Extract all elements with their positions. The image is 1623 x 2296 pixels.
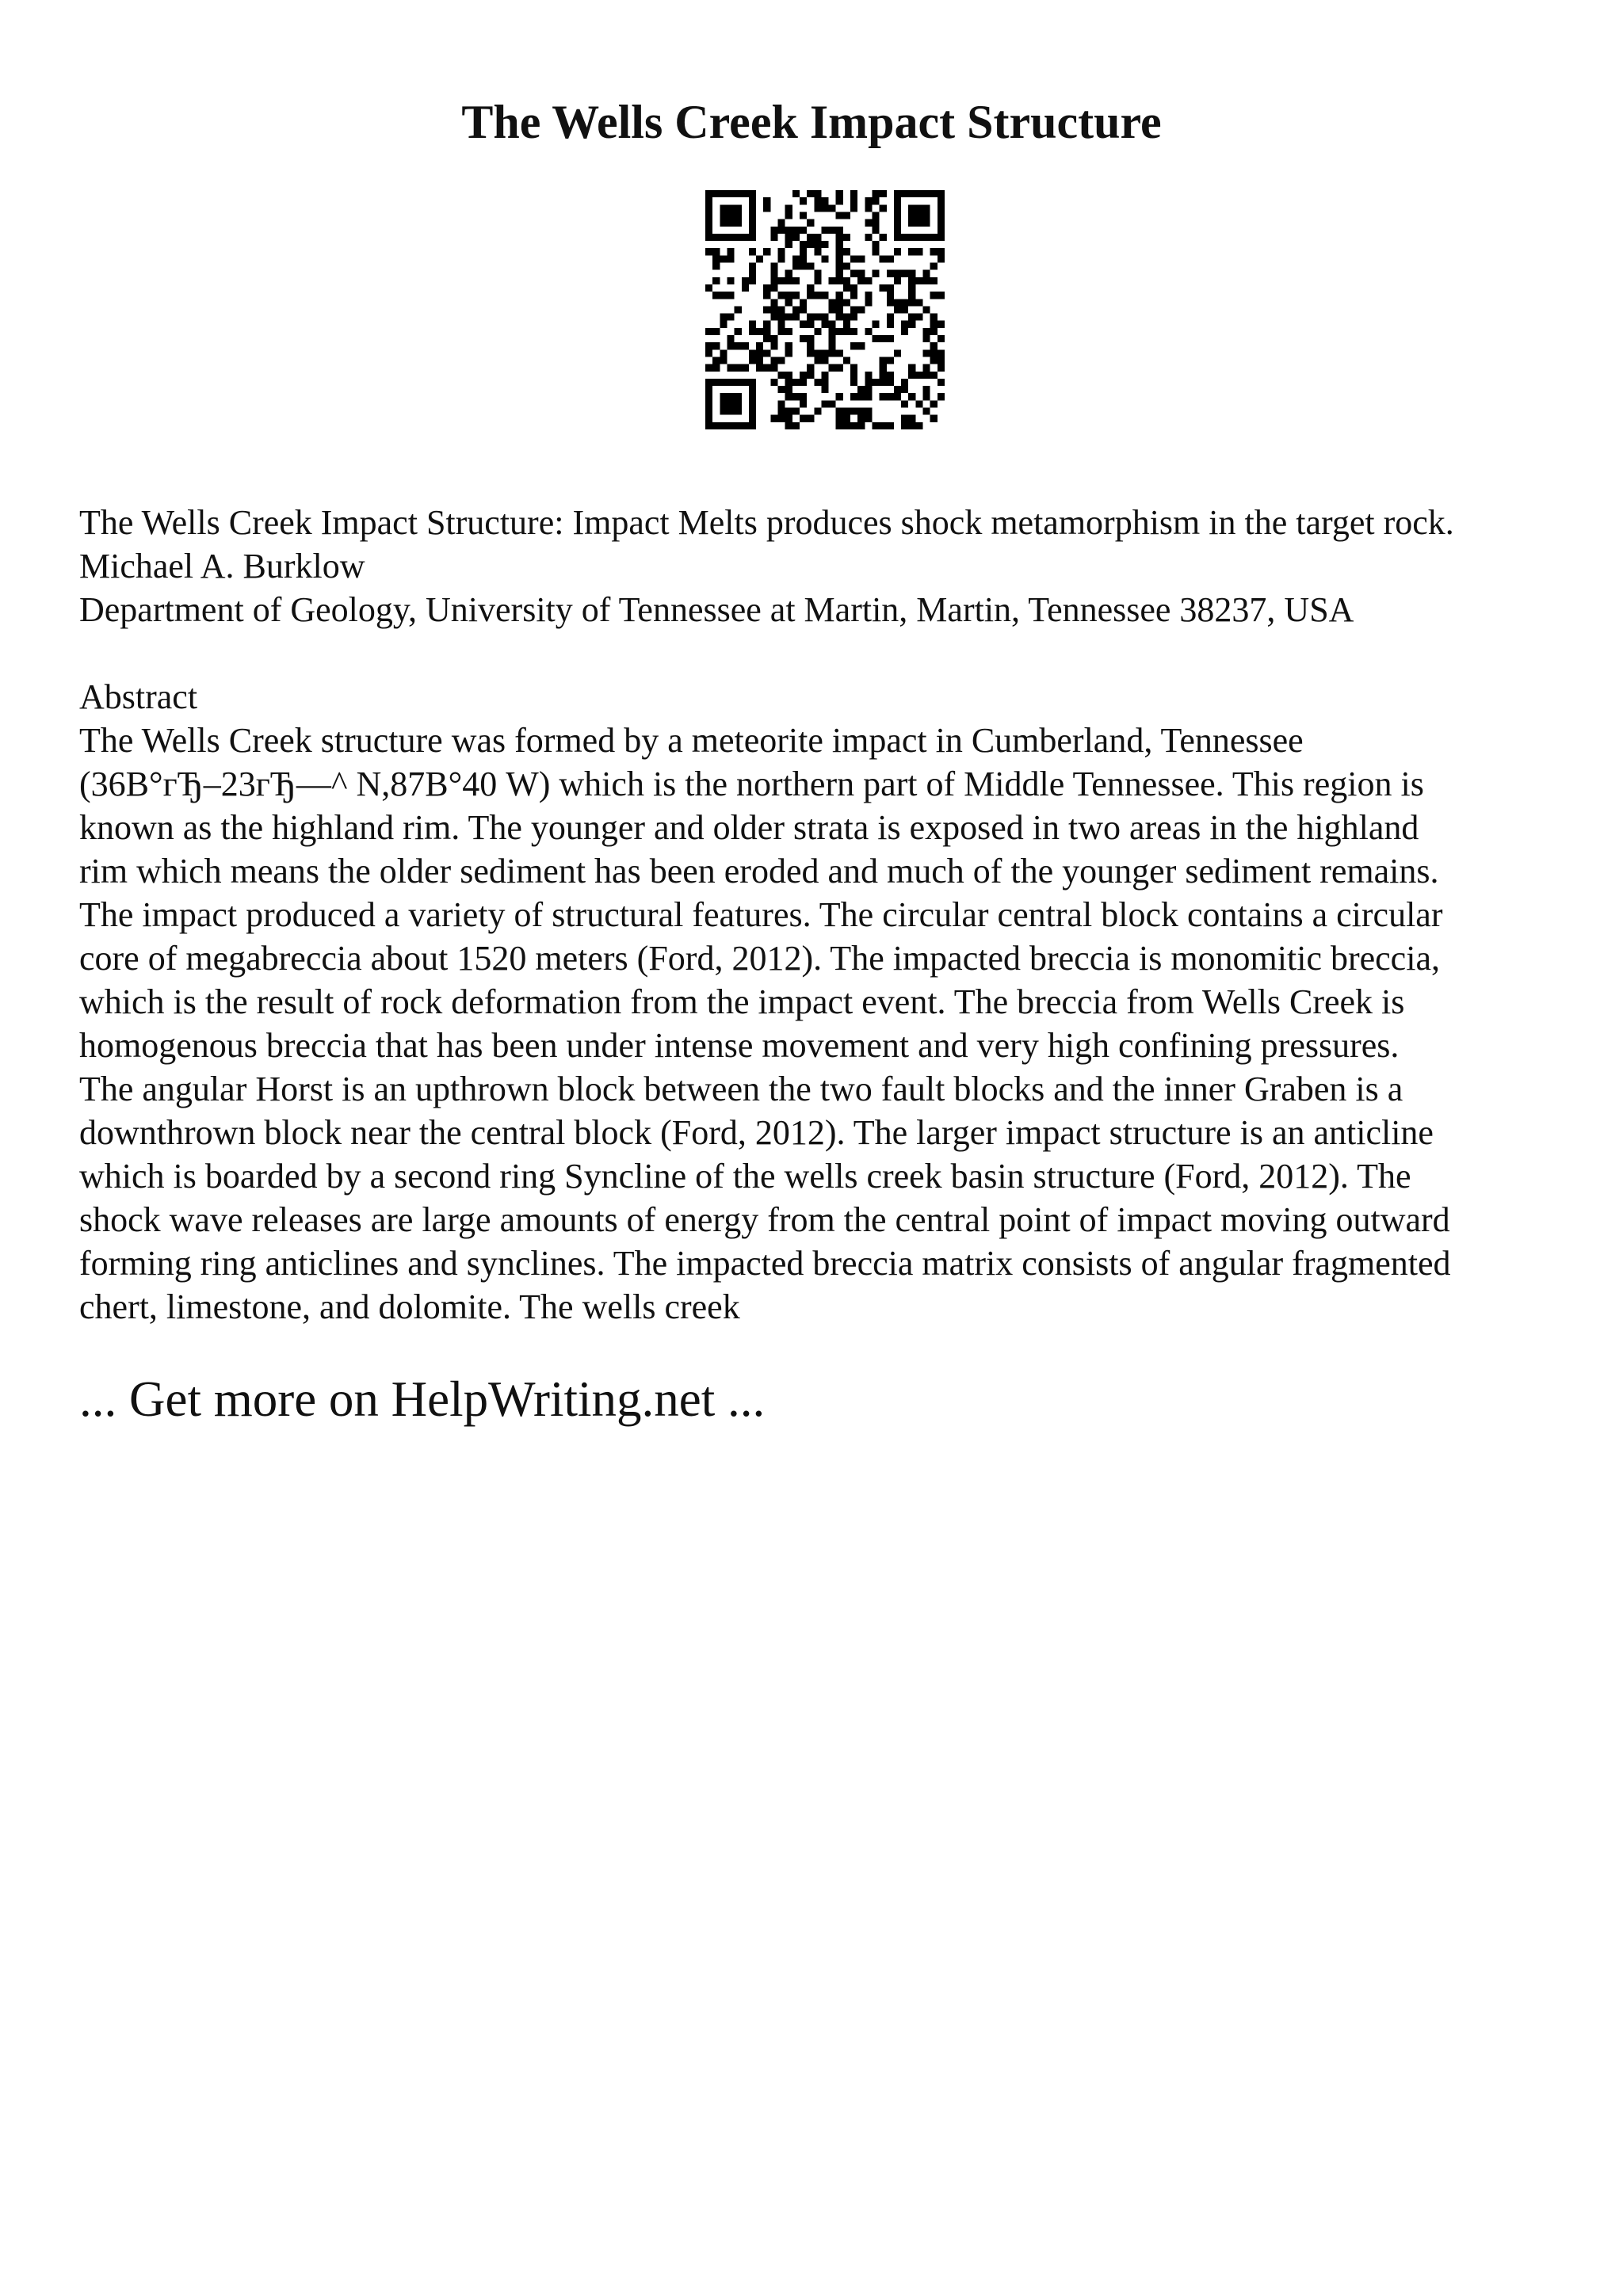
get-more-link[interactable]: ... Get more on HelpWriting.net ... bbox=[79, 1371, 766, 1427]
abstract-line: core of megabreccia about 1520 meters (Ford, 2012). The impacted breccia is monomitic breccia, bbox=[79, 939, 1440, 978]
abstract-line: The Wells Creek structure was formed by a meteorite impact in Cumberland, Tennessee bbox=[79, 721, 1304, 760]
document-body bbox=[79, 501, 1569, 1329]
abstract-line: which is the result of rock deformation from the impact event. The breccia from Wells Creek is bbox=[79, 982, 1405, 1021]
qr-code-icon bbox=[705, 190, 945, 429]
abstract-line: The impact produced a variety of structural features. The circular central block contains a circular bbox=[79, 895, 1443, 934]
abstract-line: homogenous breccia that has been under intense movement and very high confining pressures. bbox=[79, 1026, 1400, 1065]
abstract-line: forming ring anticlines and synclines. The impacted breccia matrix consists of angular fragmented bbox=[79, 1244, 1451, 1283]
abstract-heading: Abstract bbox=[79, 677, 198, 716]
abstract-line: downthrown block near the central block (Ford, 2012). The larger impact structure is an anticline bbox=[79, 1113, 1434, 1152]
author-name: Michael A. Burklow bbox=[79, 547, 365, 585]
abstract-line: which is boarded by a second ring Syncline of the wells creek basin structure (Ford, 2012). The bbox=[79, 1157, 1411, 1196]
abstract-line: rim which means the older sediment has been eroded and much of the younger sediment remains. bbox=[79, 852, 1439, 891]
page-title: The Wells Creek Impact Structure bbox=[461, 96, 1162, 148]
abstract-line: shock wave releases are large amounts of energy from the central point of impact moving outward bbox=[79, 1200, 1450, 1239]
abstract-line: chert, limestone, and dolomite. The wells creek bbox=[79, 1287, 740, 1326]
abstract-line: known as the highland rim. The younger and older strata is exposed in two areas in the highland bbox=[79, 808, 1419, 847]
abstract-line: (36В°гЂ–23гЂ—^ N,87В°40 W) which is the northern part of Middle Tennessee. This region is bbox=[79, 765, 1424, 803]
abstract-line: The angular Horst is an upthrown block between the two fault blocks and the inner Graben is a bbox=[79, 1070, 1403, 1108]
document-subtitle: The Wells Creek Impact Structure: Impact Melts produces shock metamorphism in the target rock. bbox=[79, 503, 1454, 542]
spacer bbox=[79, 631, 1569, 675]
author-affiliation: Department of Geology, University of Tennessee at Martin, Martin, Tennessee 38237, USA bbox=[79, 590, 1354, 629]
